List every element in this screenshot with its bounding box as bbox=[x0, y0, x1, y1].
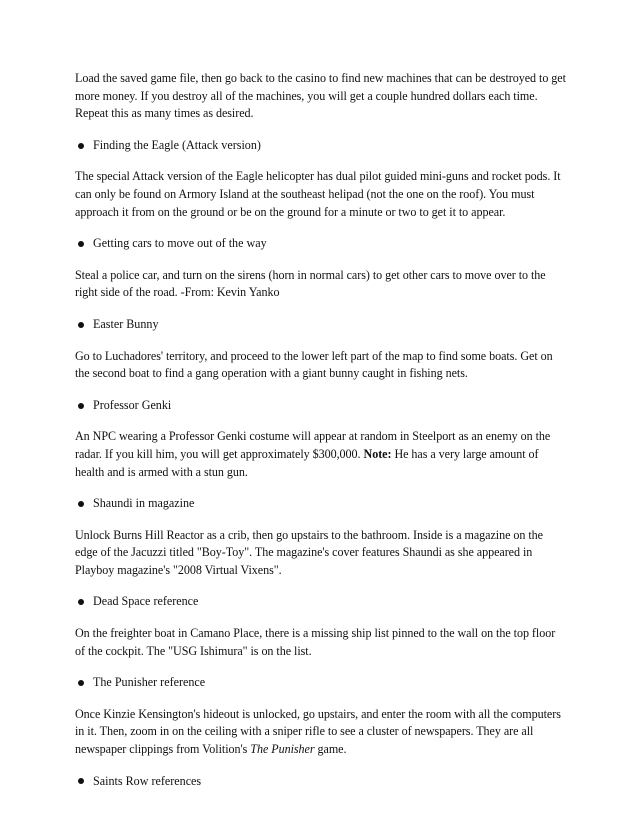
section-heading-text: Professor Genki bbox=[93, 397, 172, 412]
game-title: The Punisher bbox=[250, 742, 315, 757]
bullet-icon bbox=[78, 599, 84, 605]
bullet-icon bbox=[78, 501, 84, 507]
section-body-easter-bunny: Go to Luchadores' territory, and proceed to the lower left part of the map to find some boats. Get on the second boat to find a gang operation with a giant bunny caught in fishing nets. bbox=[75, 348, 553, 381]
section-heading-saints-row bbox=[75, 773, 567, 791]
bullet-icon bbox=[78, 680, 84, 686]
section-heading-easter-bunny bbox=[75, 316, 567, 334]
bullet-icon bbox=[78, 241, 84, 247]
section-heading-text: Easter Bunny bbox=[93, 316, 159, 331]
bullet-icon bbox=[78, 322, 84, 328]
section-heading-text: Finding the Eagle (Attack version) bbox=[93, 137, 261, 152]
section-body-punisher bbox=[75, 706, 567, 759]
section-heading-getting-cars bbox=[75, 235, 567, 253]
body-text: Once Kinzie Kensington's hideout is unlocked, go upstairs, and enter the room with all the computers in it. Then, zoom in on the ceiling with a sniper rifle to see a cluster of newspapers. They are all newspaper clippings from Volition's bbox=[75, 706, 561, 757]
section-heading-shaundi bbox=[75, 495, 567, 513]
section-heading-punisher bbox=[75, 674, 567, 692]
intro-paragraph: Load the saved game file, then go back to the casino to find new machines that can be destroyed to get more money. If you destroy all of the machines, you will get a couple hundred dollars each time. Repeat this as many times as desired. bbox=[75, 71, 566, 121]
bullet-icon bbox=[78, 403, 84, 409]
section-body-dead-space: On the freighter boat in Camano Place, there is a missing ship list pinned to the wall on the top floor of the cockpit. The "USG Ishimura" is on the list. bbox=[75, 626, 556, 658]
section-body-getting-cars: Steal a police car, and turn on the sirens (horn in normal cars) to get other cars to move over to the right side of the road. -From: Kevin Yanko bbox=[75, 267, 546, 300]
bullet-icon bbox=[78, 143, 84, 149]
section-heading-text: Shaundi in magazine bbox=[93, 496, 195, 511]
note-label: Note: bbox=[363, 446, 392, 461]
section-heading-professor-genki bbox=[75, 397, 567, 415]
section-heading-dead-space bbox=[75, 593, 567, 611]
section-heading-text: The Punisher reference bbox=[93, 675, 206, 690]
section-heading-text: Getting cars to move out of the way bbox=[93, 236, 267, 251]
section-body-shaundi: Unlock Burns Hill Reactor as a crib, then go upstairs to the bathroom. Inside is a magazine on the edge of the Jacuzzi titled "Boy-Toy". The magazine's cover features Shaundi as she appeared in Playboy magazine's "2008 Virtual Vixens". bbox=[75, 527, 543, 577]
bullet-icon bbox=[78, 778, 84, 784]
section-heading-text: Saints Row references bbox=[93, 773, 202, 788]
section-heading-text: Dead Space reference bbox=[93, 594, 199, 609]
body-text: An NPC wearing a Professor Genki costume will appear at random in Steelport as an enemy on the radar. If you kill him, you will get approximately $300,000. bbox=[75, 429, 551, 461]
document-page bbox=[75, 70, 567, 790]
body-text: game. bbox=[317, 742, 347, 757]
section-heading-finding-the-eagle bbox=[75, 137, 567, 155]
section-body-professor-genki bbox=[75, 428, 567, 481]
section-body-finding-the-eagle: The special Attack version of the Eagle helicopter has dual pilot guided mini-guns and rocket pods. It can only be found on Armory Island at the southeast helipad (not the one on the roof). You must approach it from on the ground or be on the ground for a minute or two to get it to appear. bbox=[75, 169, 561, 219]
body-text: He has a very large amount of health and is armed with a stun gun. bbox=[75, 446, 539, 479]
